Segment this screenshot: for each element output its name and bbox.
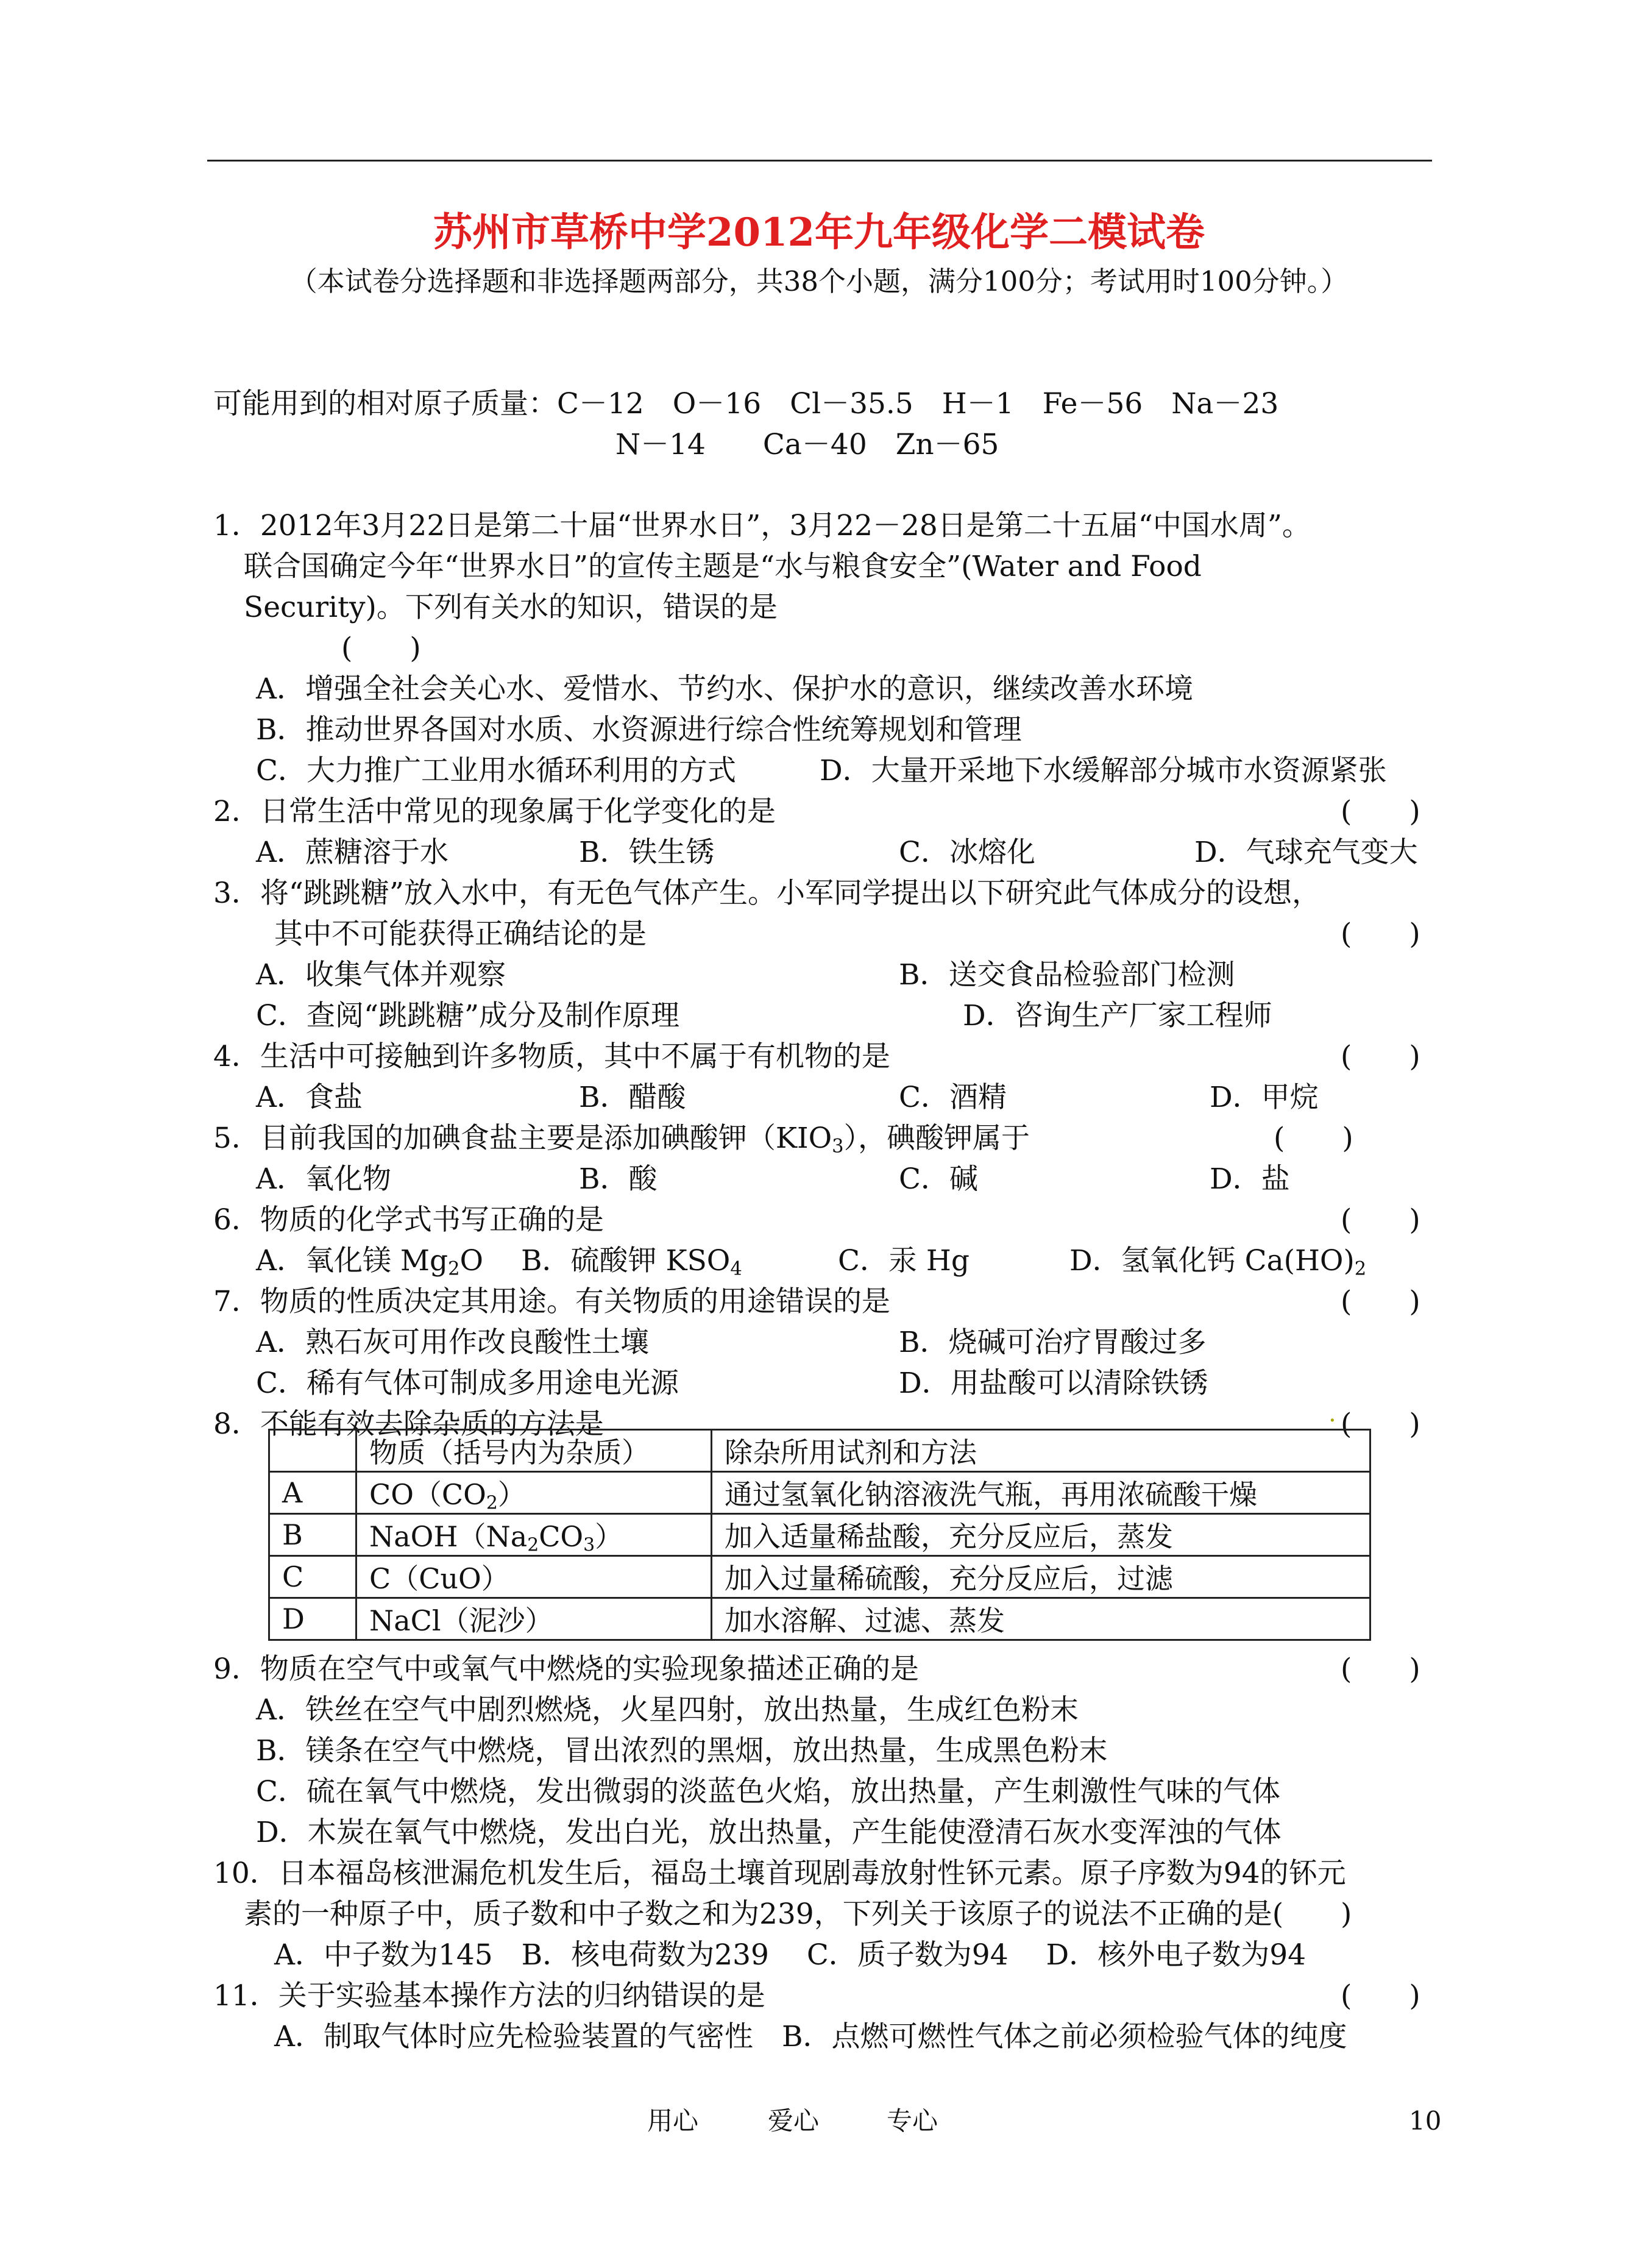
q5-option-d: D．盐 <box>1210 1162 1290 1196</box>
q4-option-d: D．甲烷 <box>1210 1081 1319 1114</box>
table-cell-substance: $CO(CO_2)$ <box>356 1472 712 1514</box>
q5-option-b: B．酸 <box>579 1162 658 1196</box>
q8-stem: 8．不能有效去除杂质的方法是 <box>213 1407 604 1441</box>
q7-option-a: A．熟石灰可用作改良酸性土壤 <box>256 1326 649 1359</box>
table-header-row <box>269 1430 1370 1472</box>
table-cell-substance: C（CuO） <box>356 1556 712 1598</box>
q4-answer-paren: ( ) <box>1341 1040 1420 1073</box>
q11-options: A．制取气体时应先检验装置的气密性 B．点燃可燃性气体之前必须检验气体的纯度 <box>274 2020 1347 2053</box>
table-cell-method: 加水溶解、过滤、蒸发 <box>712 1598 1370 1640</box>
q11-answer-paren: ( ) <box>1341 1979 1420 2013</box>
q7-stem: 7．物质的性质决定其用途。有关物质的用途错误的是 <box>213 1285 890 1318</box>
q1-stem-line1: 1．2012年3月22日是第二十届“世界水日”，3月22－28日是第二十五届“中国水周”。 <box>213 509 1311 542</box>
table-cell-key: A <box>269 1472 356 1514</box>
q9-stem: 9．物质在空气中或氧气中燃烧的实验现象描述正确的是 <box>213 1652 919 1686</box>
table-row <box>269 1556 1370 1598</box>
table-row <box>269 1472 1370 1514</box>
q11-stem: 11．关于实验基本操作方法的归纳错误的是 <box>213 1979 765 2013</box>
table-row <box>269 1514 1370 1556</box>
table-cell-key: C <box>269 1556 356 1598</box>
q6-option-b: B．硫酸钾 $KSO_4$ <box>521 1244 742 1280</box>
q1-option-d: D．大量开采地下水缓解部分城市水资源紧张 <box>820 754 1387 787</box>
q2-option-a: A．蔗糖溶于水 <box>256 836 448 869</box>
q1-option-b: B．推动世界各国对水质、水资源进行综合性统筹规划和管理 <box>256 713 1022 747</box>
table-row <box>269 1598 1370 1640</box>
q9-answer-paren: ( ) <box>1341 1652 1420 1686</box>
q7-answer-paren: ( ) <box>1341 1285 1420 1318</box>
q5-option-a: A．氧化物 <box>256 1162 391 1196</box>
q3-stem: 3．将“跳跳糖”放入水中，有无色气体产生。小军同学提出以下研究此气体成分的设想， <box>213 876 1321 910</box>
stray-dot-mark: . <box>1328 1399 1336 1427</box>
q10-options: A．中子数为145 B．核电荷数为239 C．质子数为94 D．核外电子数为94 <box>274 1938 1306 1972</box>
q3-answer-paren: ( ) <box>1341 917 1420 951</box>
table-cell-method: 通过氢氧化钠溶液洗气瓶，再用浓硫酸干燥 <box>712 1472 1370 1514</box>
footer-motto-1: 用心 <box>647 2106 699 2136</box>
q2-answer-paren: ( ) <box>1341 795 1420 828</box>
q5-stem: 5．目前我国的加碘食盐主要是添加碘酸钾$(KIO_3)$，碘酸钾属于 <box>213 1122 1030 1157</box>
q10-stem-line2: 素的一种原子中，质子数和中子数之和为239，下列关于该原子的说法不正确的是( ) <box>244 1897 1352 1931</box>
q9-option-c: C．硫在氧气中燃烧，发出微弱的淡蓝色火焰，放出热量，产生刺激性气味的气体 <box>256 1775 1280 1808</box>
q2-option-c: C．冰熔化 <box>899 836 1035 869</box>
q3-stem-line2: 其中不可能获得正确结论的是 <box>274 917 647 951</box>
q3-option-b: B．送交食品检验部门检测 <box>899 958 1235 992</box>
q7-option-d: D．用盐酸可以清除铁锈 <box>899 1367 1208 1400</box>
q6-option-c: C．汞 Hg <box>838 1244 970 1278</box>
q4-stem: 4．生活中可接触到许多物质，其中不属于有机物的是 <box>213 1040 890 1073</box>
page-number: 10 <box>1409 2106 1442 2136</box>
q1-option-c: C．大力推广工业用水循环利用的方式 <box>256 754 736 787</box>
table-cell-key: D <box>269 1598 356 1640</box>
q9-option-a: A．铁丝在空气中剧烈燃烧，火星四射，放出热量，生成红色粉末 <box>256 1693 1079 1727</box>
table-cell-substance: $NaOH(Na_2CO_3)$ <box>356 1514 712 1556</box>
table-cell-method: 加入适量稀盐酸，充分反应后，蒸发 <box>712 1514 1370 1556</box>
atomic-masses-line2: N－14 Ca－40 Zn－65 <box>615 428 999 461</box>
table-header-cell: 物质（括号内为杂质） <box>356 1430 712 1472</box>
q4-option-c: C．酒精 <box>899 1081 1007 1114</box>
q1-stem-line2: 联合国确定今年“世界水日”的宣传主题是“水与粮食安全”(Water and Food <box>244 550 1202 583</box>
q9-option-d: D．木炭在氧气中燃烧，发出白光，放出热量，产生能使澄清石灰水变浑浊的气体 <box>256 1816 1282 1849</box>
q6-option-a: A．氧化镁 $Mg_2O$ <box>256 1244 484 1280</box>
q8-impurity-table <box>268 1429 1371 1641</box>
q2-option-d: D．气球充气变大 <box>1194 836 1418 869</box>
q7-option-b: B．烧碱可治疗胃酸过多 <box>899 1326 1207 1359</box>
q1-answer-paren: ( ) <box>341 631 421 665</box>
page-title: 苏州市草桥中学2012年九年级化学二模试卷 <box>433 210 1205 255</box>
table-cell-method: 加入过量稀硫酸，充分反应后，过滤 <box>712 1556 1370 1598</box>
q7-option-c: C．稀有气体可制成多用途电光源 <box>256 1367 679 1400</box>
footer-motto-3: 专心 <box>887 2106 938 2136</box>
table-cell-key: B <box>269 1514 356 1556</box>
q2-option-b: B．铁生锈 <box>579 836 715 869</box>
q2-stem: 2．日常生活中常见的现象属于化学变化的是 <box>213 795 776 828</box>
q8-answer-paren: ( ) <box>1341 1407 1420 1441</box>
header-rule <box>207 160 1432 162</box>
q1-option-a: A．增强全社会关心水、爱惜水、节约水、保护水的意识，继续改善水环境 <box>256 672 1193 706</box>
page-subtitle: （本试卷分选择题和非选择题两部分，共38个小题，满分100分；考试用时100分钟。） <box>289 265 1349 297</box>
q1-stem-line3: Security)。下列有关水的知识，错误的是 <box>244 591 778 624</box>
q3-option-c: C．查阅“跳跳糖”成分及制作原理 <box>256 999 680 1033</box>
q5-answer-paren: ( ) <box>1274 1122 1353 1155</box>
q4-option-a: A．食盐 <box>256 1081 363 1114</box>
footer-motto-2: 爱心 <box>768 2106 820 2136</box>
q9-option-b: B．镁条在空气中燃烧，冒出浓烈的黑烟，放出热量，生成黑色粉末 <box>256 1734 1108 1768</box>
q6-answer-paren: ( ) <box>1341 1203 1420 1237</box>
q10-stem: 10．日本福岛核泄漏危机发生后，福岛土壤首现剧毒放射性钚元素。原子序数为94的钚元 <box>213 1857 1346 1890</box>
table-header-cell <box>269 1430 356 1472</box>
q4-option-b: B．醋酸 <box>579 1081 686 1114</box>
q5-option-c: C．碱 <box>899 1162 978 1196</box>
q3-option-d: D．咨询生产厂家工程师 <box>963 999 1272 1033</box>
table-header-cell: 除杂所用试剂和方法 <box>712 1430 1370 1472</box>
q3-option-a: A．收集气体并观察 <box>256 958 506 992</box>
q6-stem: 6．物质的化学式书写正确的是 <box>213 1203 604 1237</box>
atomic-masses-line1: 可能用到的相对原子质量：C－12 O－16 Cl－35.5 H－1 Fe－56 Na－23 <box>213 387 1279 421</box>
q6-option-d: D．氢氧化钙 $Ca(HO)_2$ <box>1069 1244 1367 1280</box>
table-cell-substance: NaCl（泥沙） <box>356 1598 712 1640</box>
